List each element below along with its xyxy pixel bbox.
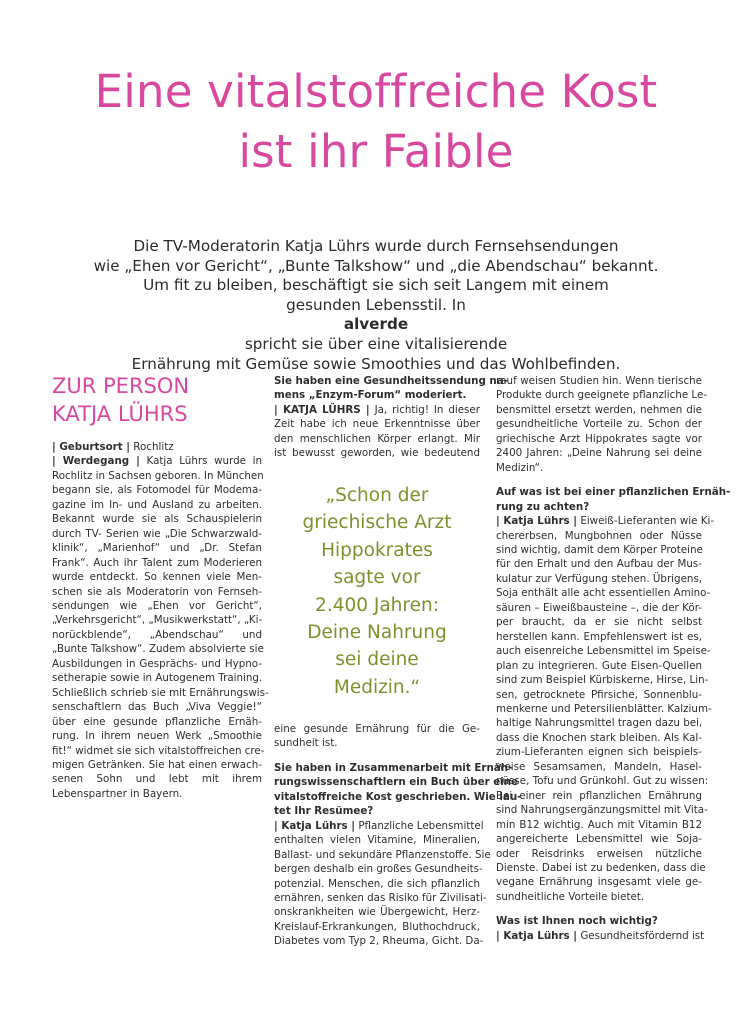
title-line: ist ihr Faible <box>238 125 514 178</box>
text-line: sind Nahrungsergänzungsmittel mit Vita- <box>496 804 708 817</box>
text-line: migen Getränken. Sie hat einen erwach- <box>52 758 262 771</box>
text-line: kulatur zur Verfügung stehen. Übrigens, <box>496 572 703 585</box>
pull-quote <box>274 482 480 701</box>
text-line: Diabetes vom Typ 2, Rheuma, Gicht. Da- <box>274 935 484 948</box>
answer-text: Gesundheitsfördernd ist <box>577 929 705 942</box>
text-line: onskrankheiten wie Übergewicht, Herz- <box>274 906 480 919</box>
profile-heading <box>52 372 189 428</box>
lead-line <box>50 296 702 355</box>
text-line: Soja enthält alle acht essentiellen Amino- <box>496 587 711 600</box>
answer-line <box>274 819 484 833</box>
question-line: Sie haben in Zusammenarbeit mit Ernäh- <box>274 761 513 774</box>
text-line: klinik“, „Marienhof“ und „Dr. Stefan <box>52 542 262 555</box>
lead-line: Die TV-Moderatorin Katja Lührs wurde durch Fernsehsendungen <box>133 237 619 255</box>
text-line: bensmittel ersetzt werden, nehmen die <box>496 403 702 416</box>
text-line: senschaftlern das Buch „Viva Veggie!“ <box>52 701 262 714</box>
text-line: sind zum Beispiel Kürbiskerne, Hirse, Lin- <box>496 674 709 687</box>
text-line: vegane Ernährung insgesamt viele ge- <box>496 876 702 889</box>
text-line: Frank“. Auch ihr Talent zum Moderieren <box>52 556 262 569</box>
text-line: Bei einer rein pflanzlichen Ernährung <box>496 789 702 802</box>
text-line: über eine gesunde pflanzliche Ernäh- <box>52 715 262 728</box>
profile-heading-line: KATJA LÜHRS <box>52 402 188 426</box>
text-line: griechische Arzt Hippokrates sagte vor <box>496 432 702 445</box>
career-text: Katja Lührs wurde in <box>139 455 262 468</box>
text-line: 2400 Jahren: „Deine Nahrung sei deine <box>496 447 702 460</box>
quote-line: Medizin.“ <box>333 676 421 698</box>
birthplace-line <box>52 440 262 454</box>
text-line: schen sie als Moderatorin von Fernseh- <box>52 585 262 598</box>
answer-text: Eiweiß-Lieferanten wie Ki- <box>577 515 715 528</box>
text-line: säuren – Eiweißbausteine –, die der Kör- <box>496 601 702 614</box>
text-line: Schließlich schrieb sie mit Ernährungswis- <box>52 686 269 699</box>
text-line: min B12 wichtig. Auch mit Vitamin B12 <box>496 818 702 831</box>
title-line: Eine vitalstoffreiche Kost <box>94 65 658 118</box>
article-title <box>40 62 712 182</box>
answer-line <box>496 514 715 528</box>
quote-line: sagte vor <box>333 567 421 589</box>
question-line: rungswissenschaftlern ein Buch über eine <box>274 776 519 789</box>
text-line: Dienste. Dabei ist zu bedenken, dass die <box>496 861 706 874</box>
text-line: durch TV- Serien wie „Die Schwarzwald- <box>52 527 262 540</box>
text-line: fit!“ widmet sie sich vitalstoffreichen cre- <box>52 744 265 757</box>
quote-line: griechische Arzt <box>302 512 452 534</box>
answer-text-block <box>496 529 712 890</box>
text-line: Kreislauf-Erkrankungen, Bluthochdruck, <box>274 920 480 933</box>
answer-line: eine gesunde Ernährung für die Ge- <box>274 723 480 735</box>
text-line: weise Sesamsamen, Mandeln, Hasel- <box>496 760 702 773</box>
answer-line: Zeit habe ich neue Erkenntnisse über <box>274 418 480 431</box>
birthplace-label: | Geburtsort | <box>52 441 131 453</box>
text-line: oder Reisdrinks erweisen nützliche <box>496 847 702 860</box>
text-line: „Bunte Talkshow“. Zudem absolvierte sie <box>52 643 264 656</box>
text-line: setherapie sowie in Autogenem Training. <box>52 672 263 685</box>
text-line: wurde entdeckt. So kennen viele Men- <box>52 571 262 584</box>
speaker-label: | Katja Lührs | <box>496 515 578 528</box>
answer-line: ist bewusst geworden, wie bedeutend <box>274 447 480 460</box>
text-line: begann sie, als Fotomodel für Modema- <box>52 484 262 497</box>
text-line: ernähren, senken das Risiko für Zivilisati- <box>274 891 487 904</box>
interview-column-3 <box>496 374 731 943</box>
text-line: rauf weisen Studien hin. Wenn tierische <box>496 375 702 387</box>
text-line: auch eisenreiche Lebensmittel im Speise- <box>496 645 711 658</box>
text-line: enthalten vielen Vitamine, Mineralien, <box>274 834 480 847</box>
question-line: Auf was ist bei einer pflanzlichen Ernäh- <box>496 486 731 499</box>
brand-name: alverde <box>343 315 409 334</box>
text-line: menkerne und Petersilienblätter. Kalzium- <box>496 702 712 715</box>
text-line: zium-Lieferanten eignen sich beispiels- <box>496 746 702 759</box>
answer-text: Pflanzliche Lebensmittel <box>355 819 484 832</box>
text-line: haltige Nahrungsmittel tragen dazu bei, <box>496 717 703 730</box>
speaker-label: | KATJA LÜHRS | <box>274 403 370 416</box>
text-line: gesundheitliche Vorteile zu. Schon der <box>496 418 702 431</box>
lead-text: gesunden Lebensstil. In <box>286 295 466 314</box>
text-line: norückblende“, „Abendschau“ und <box>52 628 262 641</box>
career-label: | Werdegang | <box>52 455 140 468</box>
answer-line: sundheitliche Vorteile bietet. <box>496 890 645 903</box>
answer-line <box>496 929 705 943</box>
profile-heading-line: ZUR PERSON <box>52 374 190 398</box>
text-line: angereicherte Lebensmittel wie Soja- <box>496 833 702 846</box>
lead-line: Ernährung mit Gemüse sowie Smoothies und das Wohlbefinden. <box>131 354 621 373</box>
interview-column-2 <box>274 374 508 461</box>
text-line: für den Erhalt und den Aufbau der Mus- <box>496 558 702 571</box>
text-line: herstellen kann. Empfehlenswert ist es, <box>496 630 702 643</box>
speaker-label: | Katja Lührs | <box>274 819 356 832</box>
quote-line: sei deine <box>335 649 419 671</box>
text-line: per braucht, da er sie nicht selbst <box>496 616 702 629</box>
question-line: mens „Enzym-Forum“ moderiert. <box>274 389 467 402</box>
birthplace-value: Rochlitz <box>130 441 174 453</box>
answer-line <box>274 403 480 417</box>
quote-line: „Schon der <box>325 485 429 506</box>
quote-line: Hippokrates <box>321 539 433 561</box>
career-line <box>52 454 262 468</box>
interview-column-2-continued <box>274 722 522 949</box>
profile-last-line: Lebenspartner in Bayern. <box>52 787 183 800</box>
text-line: Ballast- und sekundäre Pflanzenstoffe. Sie <box>274 848 491 861</box>
text-line: „Verkehrsgericht“, „Musikwerkstatt“, „Ki- <box>52 614 263 627</box>
text-line: sind wichtig, damit dem Körper Proteine <box>496 543 703 556</box>
answer-line: sundheit ist. <box>274 737 338 750</box>
text-line: potenzial. Menschen, die sich pflanzlich <box>274 877 480 890</box>
answer-line: den menschlichen Körper erlangt. Mir <box>274 432 480 445</box>
text-line: Produkte durch geeignete pflanzliche Le- <box>496 389 708 402</box>
answer-text-block <box>274 833 491 949</box>
text-line: dass die Knochen stark bleiben. Als Kal- <box>496 731 702 744</box>
text-line: nüsse, Tofu und Grünkohl. Gut zu wissen: <box>496 775 709 788</box>
text-line: chererbsen, Mungbohnen oder Nüsse <box>496 529 702 542</box>
question-line: rung zu achten? <box>496 500 590 513</box>
profile-text <box>52 469 269 787</box>
answer-text: Ja, richtig! In dieser <box>369 403 480 416</box>
profile-column <box>52 440 269 801</box>
text-line: Ausbildungen in Gesprächs- und Hypno- <box>52 657 262 670</box>
text-line: gazine im In- und Ausland zu arbeiten. <box>52 498 262 511</box>
answer-line: Medizin“. <box>496 461 544 474</box>
quote-line: 2.400 Jahren: <box>315 594 439 616</box>
lead-line: Um fit zu bleiben, beschäftigt sie sich seit Langem mit einem <box>143 276 609 295</box>
article-lead <box>50 237 702 374</box>
text-line: Rochlitz in Sachsen geboren. In München <box>52 469 264 482</box>
lead-text: spricht sie über eine vitalisierende <box>244 334 508 353</box>
text-line: rung. In ihrem neuen Werk „Smoothie <box>52 730 262 743</box>
question-line: vitalstoffreiche Kost geschrieben. Wie lau- <box>274 790 522 803</box>
question-line: tet Ihr Resümee? <box>274 805 374 818</box>
lead-line: wie „Ehen vor Gericht“, „Bunte Talkshow“ und „die Abendschau“ bekannt. <box>93 256 659 275</box>
text-line: plan zu integrieren. Gute Eisen-Quellen <box>496 659 702 672</box>
text-line: sendungen wie „Ehen vor Gericht“, <box>52 599 262 612</box>
question-line: Sie haben eine Gesundheitssendung na- <box>274 375 508 387</box>
speaker-label: | Katja Lührs | <box>496 929 578 942</box>
text-line: sen, getrocknete Pfirsiche, Sonnenblu- <box>496 688 702 701</box>
question-line: Was ist Ihnen noch wichtig? <box>496 915 658 928</box>
quote-line: Deine Nahrung <box>307 622 447 644</box>
text-line: senen Sohn und lebt mit ihrem <box>52 773 262 786</box>
text-line: Bekannt wurde sie als Schauspielerin <box>52 513 262 526</box>
answer-text-block <box>496 374 708 461</box>
text-line: bergen deshalb ein großes Gesundheits- <box>274 863 483 876</box>
